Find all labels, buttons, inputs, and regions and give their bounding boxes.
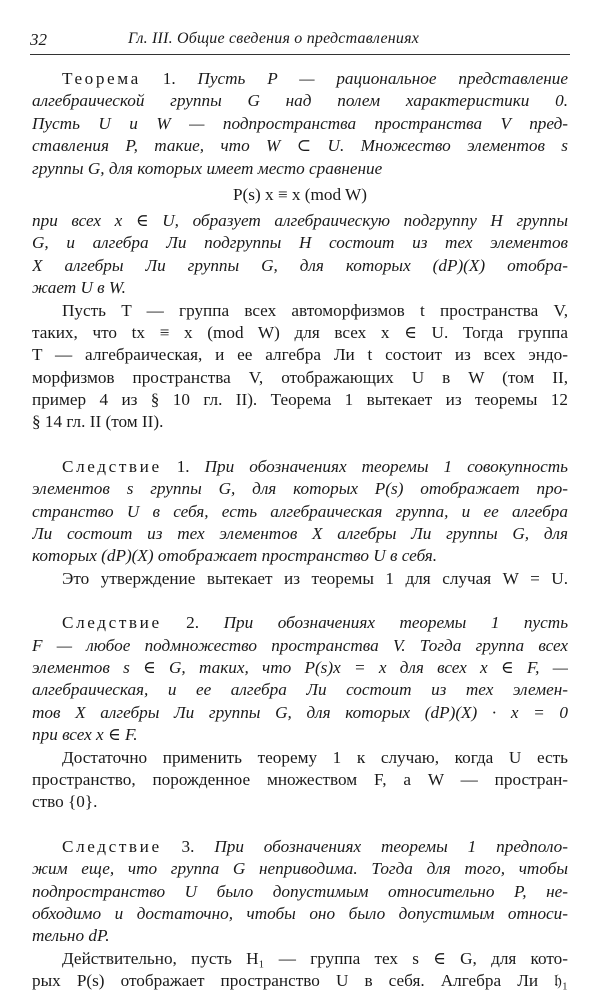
theorem-1-line: Пусть U и W — подпространства пространства V пред- <box>32 113 568 133</box>
theorem-1-line: X алгебры Ли группы G, для которых (dP)(X) отобра- <box>32 255 568 275</box>
corollary-2-proof-line: Достаточно применить теорему 1 к случаю, когда U есть <box>62 747 568 767</box>
theorem-1-line: G, и алгебра Ли подгруппы H состоит из тех элементов <box>32 233 568 253</box>
heading-word: Следствие <box>62 836 162 856</box>
corollary-3-line: тельно dP. <box>32 926 110 946</box>
heading-text: Пусть P — рациональное представление <box>175 69 568 88</box>
theorem-1-formula: P(s) x ≡ x (mod W) <box>233 184 367 204</box>
corollary-3-line: подпространство U было допустимым относительно P, не- <box>32 881 568 901</box>
proof-1-line: § 14 гл. II (том II). <box>32 412 164 432</box>
corollary-2 <box>32 612 568 814</box>
page-header <box>30 26 570 55</box>
corollary-2-line: при всех x ∈ F. <box>32 725 138 745</box>
theorem-1-line <box>32 68 568 90</box>
heading-word: Следствие <box>62 456 162 476</box>
heading-text: При обозначениях теоремы 1 пусть <box>199 613 568 633</box>
corollary-3-proof-line: Действительно, пусть H₁ — группа тех s ∈ G, для кото- <box>62 948 568 968</box>
corollary-1-line: которых (dP)(X) отображает пространство U в себя. <box>32 546 438 566</box>
theorem-1-line: жает U в W. <box>32 278 126 298</box>
corollary-2-line: алгебраическая, и ее алгебра Ли состоит из тех элемен- <box>32 680 568 700</box>
corollary-3-line <box>32 836 568 858</box>
heading-number: 2. <box>161 613 200 633</box>
heading-word: Следствие <box>62 613 162 633</box>
corollary-1-line <box>32 456 568 478</box>
theorem-1 <box>32 68 568 300</box>
spacer <box>32 590 568 612</box>
proof-1-line: T — алгебраическая, и ее алгебра Ли t состоит из всех эндо- <box>32 345 568 365</box>
corollary-2-proof-line: пространство, порожденное множеством F, а W — простран- <box>32 769 568 789</box>
theorem-1-line: ставления P, такие, что W ⊂ U. Множество элементов s <box>32 136 568 156</box>
proof-1-line: таких, что tx ≡ x (mod W) для всех x ∈ U. Тогда группа <box>32 322 568 342</box>
proof-1-line: морфизмов пространства V, отображающих U в W (том II, <box>32 367 568 387</box>
corollary-3-line: обходимо и достаточно, чтобы оно было допустимым относи- <box>32 903 568 923</box>
corollary-1 <box>32 456 568 590</box>
corollary-2-line: тов X алгебры Ли группы G, для которых (dP)(X) · x = 0 <box>32 702 568 722</box>
theorem-1-line: группы G, для которых имеет место сравнение <box>32 158 383 178</box>
theorem-1-line: алгебраической группы G над полем характеристики 0. <box>32 91 568 111</box>
corollary-1-line: странство U в себя, есть алгебраическая группа, и ее алгебра <box>32 501 568 521</box>
spacer <box>32 814 568 836</box>
corollary-1-line: элементов s группы G, для которых P(s) отображает про- <box>32 479 568 499</box>
corollary-3 <box>32 836 568 993</box>
page-body <box>32 68 568 992</box>
corollary-3-proof-line: рых P(s) отображает пространство U в себя. Алгебра Ли 𝔥₁ <box>32 971 568 991</box>
page-number: 32 <box>30 30 47 49</box>
heading-number: 1. <box>140 69 176 88</box>
corollary-2-proof-line: ство {0}. <box>32 792 98 812</box>
heading-number: 1. <box>161 456 190 476</box>
proof-1-line: пример 4 из § 10 гл. II). Теорема 1 вытекает из теоремы 12 <box>32 390 568 410</box>
heading-text: При обозначениях теоремы 1 совокупность <box>189 456 568 476</box>
corollary-1-proof: Это утверждение вытекает из теоремы 1 для случая W = U. <box>62 568 568 588</box>
proof-1-line: Пусть T — группа всех автоморфизмов t пространства V, <box>62 300 568 320</box>
corollary-1-line: Ли состоит из тех элементов X алгебры Ли группы G, для <box>32 524 568 544</box>
corollary-2-line: элементов s ∈ G, таких, что P(s)x = x для всех x ∈ F, — <box>32 657 568 677</box>
spacer <box>32 434 568 456</box>
heading-word: Теорема <box>62 69 141 88</box>
heading-text: При обозначениях теоремы 1 предполо- <box>194 836 568 856</box>
proof-1 <box>32 300 568 434</box>
theorem-1-line: при всех x ∈ U, образует алгебраическую подгруппу H группы <box>32 210 568 230</box>
heading-number: 3. <box>161 836 195 856</box>
corollary-2-line <box>32 612 568 634</box>
corollary-2-line: F — любое подмножество пространства V. Тогда группа всех <box>32 635 568 655</box>
corollary-3-line: жим еще, что группа G неприводима. Тогда для того, чтобы <box>32 859 568 879</box>
running-title: Гл. III. Общие сведения о представлениях <box>128 30 420 47</box>
